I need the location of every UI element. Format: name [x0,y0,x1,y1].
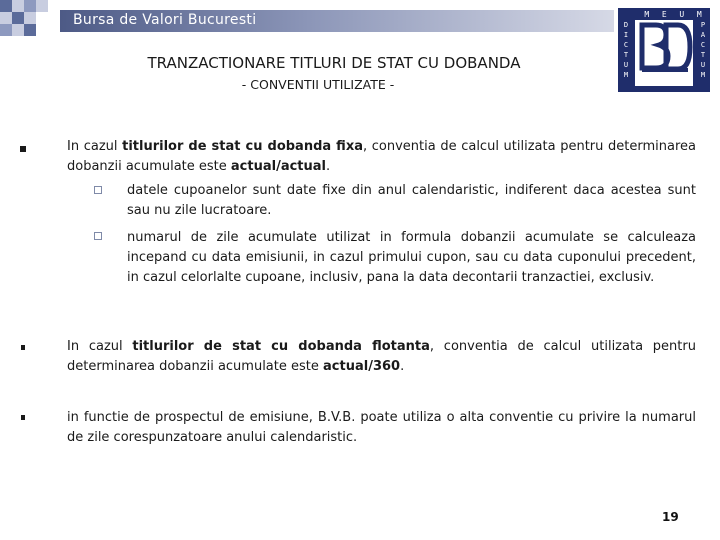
decorative-checker-pattern [0,0,60,44]
logo-letter: U [679,10,685,19]
logo-letter: U [700,61,706,69]
logo-letter: C [700,41,706,49]
list-item-fixed-rate: In cazul titlurilor de stat cu dobanda fixa, conventia de calcul utilizata pentru determinarea dobanzii acumulate este actual/actual. [67,139,696,174]
bullet-square-icon [20,146,26,152]
slide-title: TRANZACTIONARE TITLURI DE STAT CU DOBANDA [147,54,521,72]
logo-letter: P [700,21,706,29]
bullet-square-icon [21,345,25,350]
checkbox-bullet-icon [94,232,102,240]
logo-letter: I [623,31,629,39]
logo-letter: E [661,10,667,19]
list-item-prospectus: in functie de prospectul de emisiune, B.V.B. poate utiliza o alta conventie cu privire la numarul de zile corespunzatoare anului calendaristic. [67,410,696,445]
sub-list-item-coupon-dates: datele cupoanelor sunt date fixe din anul calendaristic, indiferent daca acestea sunt sau nu zile lucratoare. [127,183,696,218]
page-number: 19 [662,510,679,524]
list-item-floating-rate: In cazul titlurilor de stat cu dobanda flotanta, conventia de calcul utilizata pentru determinarea dobanzii acumulate este actual/360. [67,339,696,374]
header-title: Bursa de Valori Bucuresti [73,12,257,28]
logo-letter: M [644,10,650,19]
logo-letter: M [696,10,702,19]
logo-letter: U [623,61,629,69]
logo-letter: T [700,51,706,59]
checkbox-bullet-icon [94,186,102,194]
logo-letter: D [623,21,629,29]
logo-letter: C [623,41,629,49]
sub-list-item-accrued-days: numarul de zile acumulate utilizat in formula dobanzii acumulate se calculeaza incepand cu data emisiunii, in cazul primului cupon, sau cu data cuponului precedent, in cazul celorlalte cupoane, inclusiv, pana la data decontarii tranzactiei, exclusiv. [127,230,696,285]
slide-subtitle: - CONVENTII UTILIZATE - [241,77,395,92]
bullet-square-icon [21,415,25,420]
logo-letter: M [623,71,629,79]
logo-letter: M [700,71,706,79]
logo-letter: A [700,31,706,39]
logo-letter: T [623,51,629,59]
